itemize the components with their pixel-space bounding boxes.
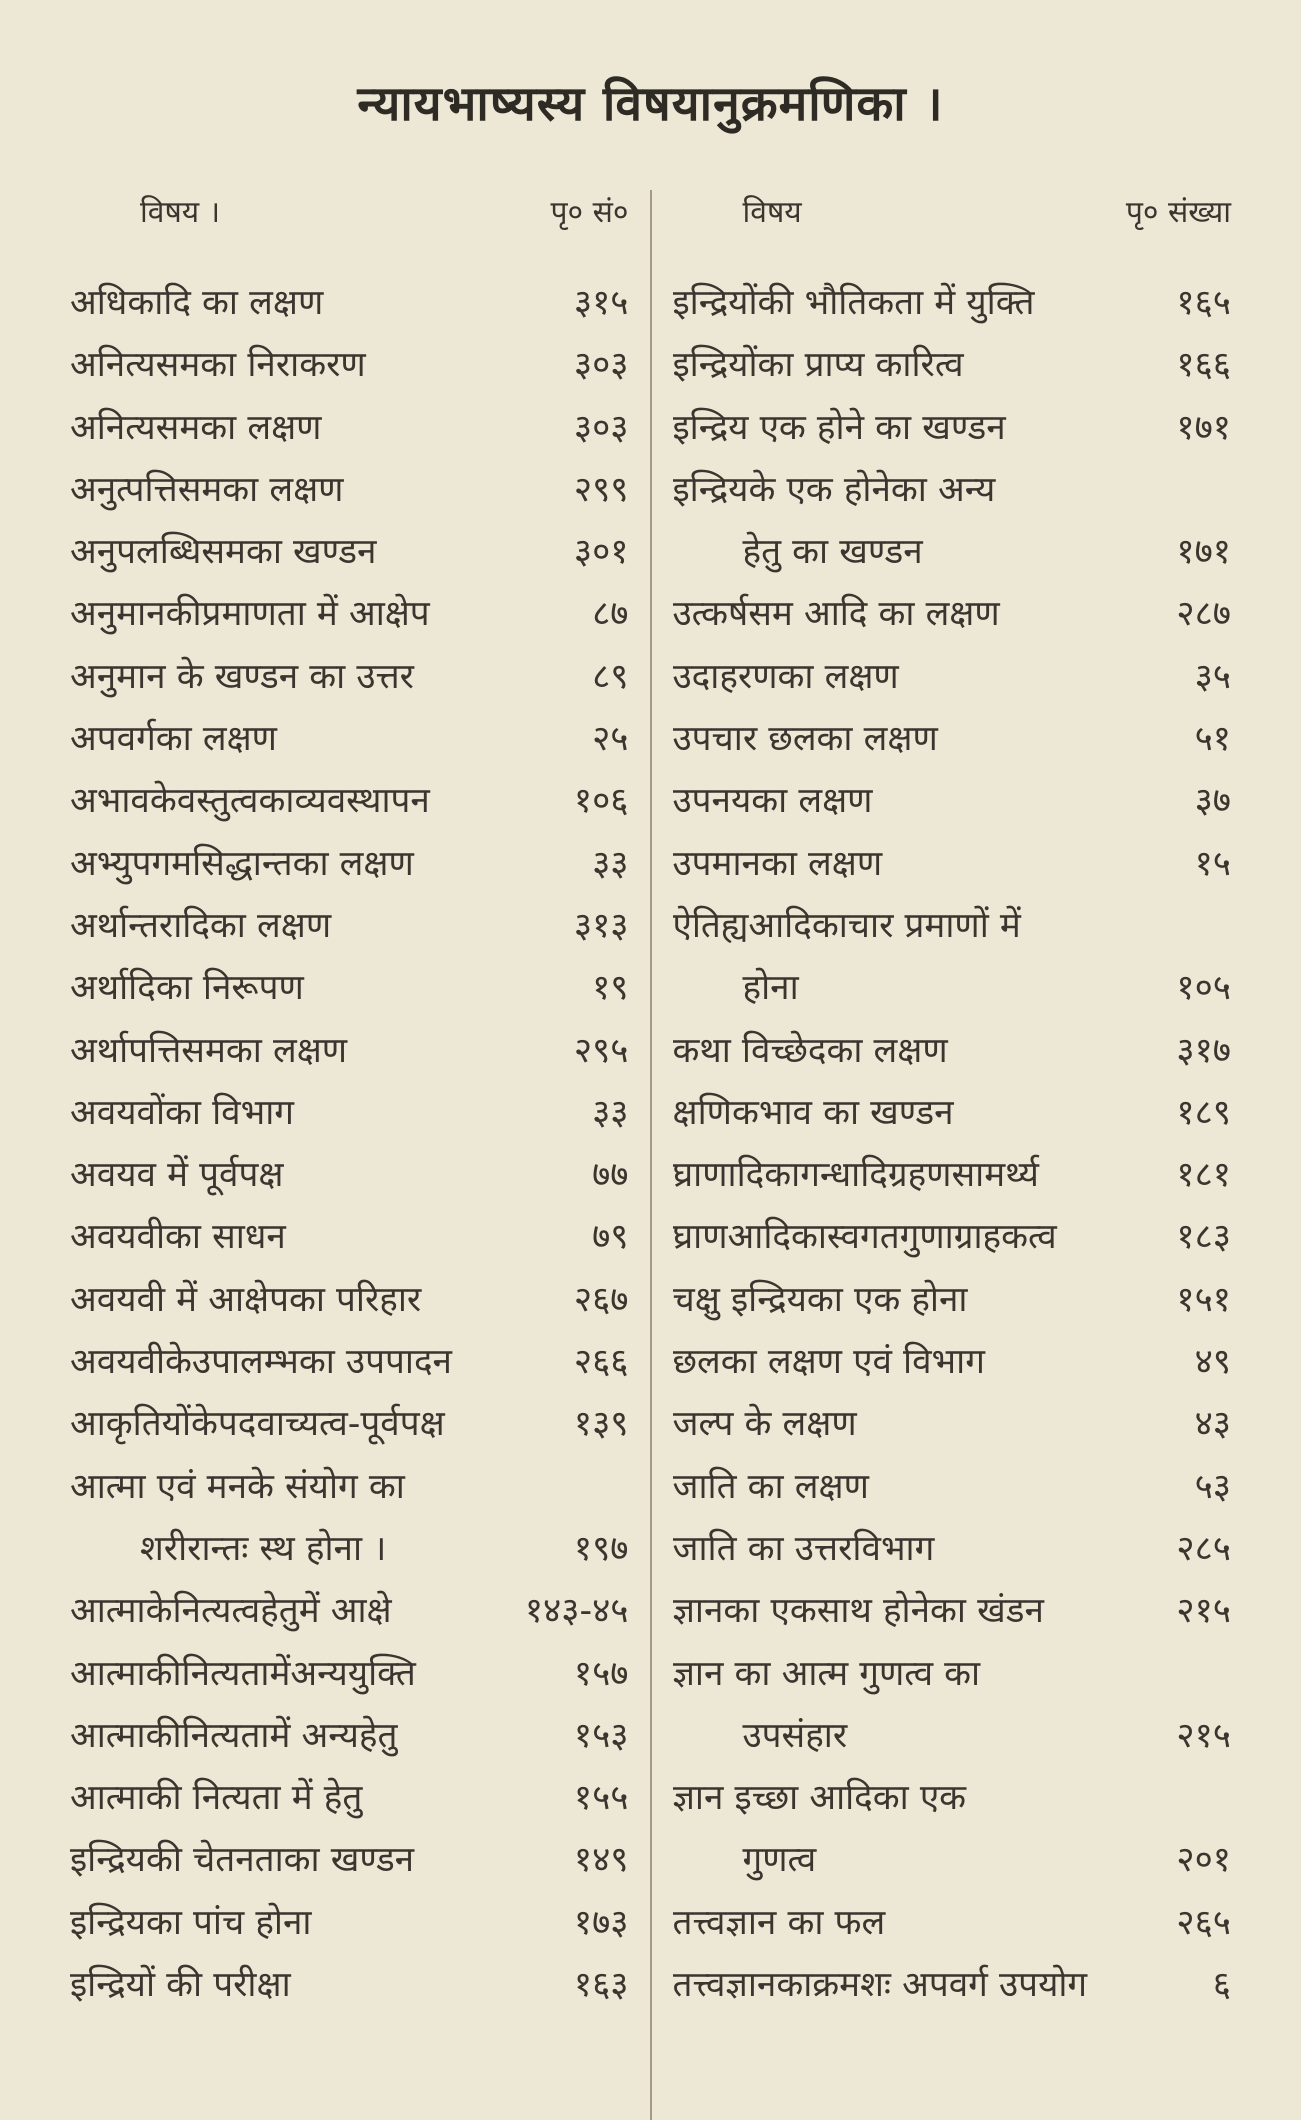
entry-subject: हेतु का खण्डन bbox=[742, 532, 923, 573]
entry-page-number: १७१ bbox=[1176, 532, 1231, 573]
entry-subject: होना bbox=[742, 968, 799, 1009]
entry-subject: इन्द्रियका पांच होना bbox=[70, 1902, 312, 1943]
entry-subject: इन्द्रियोंका प्राप्य कारित्व bbox=[672, 345, 964, 386]
entry-subject: उदाहरणका लक्षण bbox=[672, 656, 899, 697]
entry-subject: आत्माकी नित्यता में हेतु bbox=[70, 1778, 363, 1819]
entry-page-number: ३१७ bbox=[1176, 1030, 1231, 1071]
entry-subject: अनुमानकीप्रमाणता में आक्षेप bbox=[70, 594, 430, 635]
index-entry bbox=[70, 1518, 629, 1580]
entry-page-number: ६ bbox=[1212, 1965, 1231, 2006]
index-entry bbox=[673, 957, 1232, 1019]
entry-subject: अवयवीकेउपालम्भका उपपादन bbox=[70, 1342, 452, 1383]
entry-subject: आत्मा एवं मनके संयोग का bbox=[70, 1466, 405, 1507]
entry-subject: अपवर्गका लक्षण bbox=[70, 719, 277, 760]
index-entry bbox=[70, 1892, 629, 1954]
entry-subject: उपचार छलका लक्षण bbox=[672, 719, 938, 760]
entry-page-number: १६३ bbox=[573, 1965, 629, 2006]
column-divider bbox=[650, 190, 652, 2120]
entry-page-number: २८७ bbox=[1176, 594, 1231, 635]
index-entry bbox=[70, 1269, 629, 1331]
left-column bbox=[70, 190, 647, 2016]
entry-page-number: १५ bbox=[1194, 843, 1231, 884]
index-entry bbox=[70, 833, 629, 895]
entry-page-number: १४९ bbox=[573, 1840, 629, 1881]
index-entry bbox=[673, 1767, 1232, 1829]
index-entry bbox=[70, 646, 629, 708]
index-entry bbox=[673, 1643, 1232, 1705]
index-entry bbox=[673, 334, 1232, 396]
entry-subject: उपसंहार bbox=[742, 1715, 848, 1756]
entry-page-number: २६५ bbox=[1176, 1902, 1231, 1943]
entry-subject: उपनयका लक्षण bbox=[672, 781, 873, 822]
entry-subject: अभावकेवस्तुत्वकाव्यवस्थापन bbox=[70, 781, 430, 822]
entry-page-number: ३०१ bbox=[573, 532, 629, 573]
entry-subject: इन्द्रियोंकी भौतिकता में युक्ति bbox=[672, 283, 1035, 323]
entry-subject: गुणत्व bbox=[742, 1840, 817, 1881]
entry-subject: इन्द्रियकी चेतनताका खण्डन bbox=[70, 1840, 415, 1881]
entry-subject: उपमानका लक्षण bbox=[672, 843, 883, 884]
index-entry bbox=[673, 1393, 1232, 1455]
entry-page-number: ४९ bbox=[1194, 1342, 1231, 1383]
index-entry bbox=[673, 1518, 1232, 1580]
entry-subject: तत्त्वज्ञानकाक्रमशः अपवर्ग उपयोग bbox=[672, 1965, 1088, 2006]
index-entry bbox=[70, 1393, 629, 1455]
index-entry bbox=[673, 1954, 1232, 2016]
entry-page-number: १८१ bbox=[1176, 1155, 1231, 1196]
entry-page-number: २९९ bbox=[573, 469, 629, 510]
entry-subject: ज्ञान का आत्म गुणत्व का bbox=[672, 1653, 981, 1694]
index-entry bbox=[70, 1020, 629, 1082]
entry-subject: अर्थान्तरादिका लक्षण bbox=[70, 905, 332, 946]
index-entry bbox=[70, 521, 629, 583]
index-entry bbox=[70, 583, 629, 645]
entry-subject: घ्राणादिकागन्धादिग्रहणसामर्थ्य bbox=[672, 1155, 1039, 1196]
page-number-header: पृ० संख्या bbox=[1125, 195, 1231, 230]
entry-page-number: ५३ bbox=[1194, 1466, 1231, 1507]
index-entry bbox=[70, 1954, 629, 2016]
index-entry bbox=[70, 1705, 629, 1767]
entry-subject: जल्प के लक्षण bbox=[672, 1404, 857, 1445]
entry-page-number: ३५ bbox=[1194, 656, 1231, 697]
entry-page-number: १०६ bbox=[573, 781, 629, 822]
entry-subject: अनित्यसमका लक्षण bbox=[70, 407, 322, 448]
entry-subject: आत्माकीनित्यतामें अन्यहेतु bbox=[70, 1715, 398, 1756]
entry-subject: अवयवीका साधन bbox=[70, 1217, 286, 1258]
index-entry bbox=[70, 459, 629, 521]
entry-subject: अधिकादि का लक्षण bbox=[70, 283, 324, 323]
entry-page-number: ३१३ bbox=[573, 905, 629, 946]
entry-page-number: १५७ bbox=[573, 1653, 629, 1694]
index-entry bbox=[673, 521, 1232, 583]
entry-subject: क्षणिकभाव का खण्डन bbox=[672, 1092, 954, 1133]
index-entry bbox=[673, 646, 1232, 708]
index-entry bbox=[673, 1020, 1232, 1082]
index-entry bbox=[70, 1331, 629, 1393]
entry-subject: ज्ञानका एकसाथ होनेका खंडन bbox=[672, 1591, 1044, 1632]
entry-subject: जाति का उत्तरविभाग bbox=[672, 1528, 935, 1569]
entry-subject: अनित्यसमका निराकरण bbox=[70, 345, 366, 386]
index-entry bbox=[70, 957, 629, 1019]
index-entry bbox=[673, 272, 1232, 334]
right-entries bbox=[673, 272, 1232, 2016]
index-entry bbox=[70, 272, 629, 334]
right-column bbox=[647, 190, 1232, 2016]
index-entry bbox=[673, 459, 1232, 521]
index-entry bbox=[70, 1829, 629, 1891]
entry-subject: तत्त्वज्ञान का फल bbox=[672, 1902, 886, 1943]
entry-subject: इन्द्रिय एक होने का खण्डन bbox=[672, 407, 1006, 448]
entry-page-number: १८९ bbox=[1176, 1092, 1231, 1133]
entry-subject: छलका लक्षण एवं विभाग bbox=[672, 1342, 985, 1383]
entry-subject: अवयव में पूर्वपक्ष bbox=[70, 1155, 284, 1196]
index-entry bbox=[673, 1580, 1232, 1642]
index-entry bbox=[673, 1082, 1232, 1144]
index-entry bbox=[70, 334, 629, 396]
entry-page-number: १७३ bbox=[573, 1902, 629, 1943]
entry-page-number: ७७ bbox=[592, 1155, 629, 1196]
index-entry bbox=[673, 1331, 1232, 1393]
index-entry bbox=[673, 583, 1232, 645]
index-entry bbox=[673, 1705, 1232, 1767]
entry-page-number: १९७ bbox=[573, 1528, 629, 1569]
entry-page-number: ४३ bbox=[1194, 1404, 1231, 1445]
entry-page-number: ३०३ bbox=[573, 407, 629, 448]
index-entry bbox=[70, 397, 629, 459]
entry-page-number: १५३ bbox=[573, 1715, 629, 1756]
entry-page-number: ७९ bbox=[592, 1217, 629, 1258]
entry-page-number: १८३ bbox=[1176, 1217, 1231, 1258]
index-entry bbox=[673, 397, 1232, 459]
entry-subject: इन्द्रियों की परीक्षा bbox=[70, 1965, 291, 2006]
page-title: न्यायभाष्यस्य विषयानुक्रमणिका । bbox=[357, 76, 944, 132]
entry-subject: ऐतिह्यआदिकाचार प्रमाणों में bbox=[672, 905, 1021, 946]
entry-subject: आत्माकीनित्यतामेंअन्ययुक्ति bbox=[70, 1653, 416, 1694]
entry-page-number: १६५ bbox=[1176, 283, 1231, 323]
index-entry bbox=[70, 708, 629, 770]
index-entry bbox=[673, 1892, 1232, 1954]
index-entry bbox=[673, 895, 1232, 957]
index-entry bbox=[673, 1144, 1232, 1206]
entry-page-number: ८९ bbox=[592, 656, 629, 697]
index-entry bbox=[673, 1269, 1232, 1331]
entry-page-number: १६६ bbox=[1176, 345, 1231, 386]
entry-page-number: २६७ bbox=[573, 1279, 629, 1320]
index-entry bbox=[673, 833, 1232, 895]
entry-page-number: ३७ bbox=[1194, 781, 1231, 822]
subject-header: विषय । bbox=[140, 195, 221, 230]
entry-subject: आकृतियोंकेपदवाच्यत्व-पूर्वपक्ष bbox=[70, 1404, 445, 1445]
index-entry bbox=[70, 1082, 629, 1144]
entry-subject: ज्ञान इच्छा आदिका एक bbox=[672, 1778, 967, 1819]
index-entry bbox=[70, 1144, 629, 1206]
entry-subject: शरीरान्तः स्थ होना । bbox=[140, 1528, 387, 1569]
entry-page-number: ३१५ bbox=[573, 283, 629, 323]
entry-subject: अनुमान के खण्डन का उत्तर bbox=[70, 656, 414, 697]
entry-page-number: २९५ bbox=[573, 1030, 629, 1071]
entry-subject: चक्षु इन्द्रियका एक होना bbox=[672, 1279, 968, 1320]
entry-subject: अवयवोंका विभाग bbox=[70, 1092, 294, 1133]
index-entry bbox=[673, 770, 1232, 832]
entry-page-number: १५५ bbox=[573, 1778, 629, 1819]
index-entry bbox=[70, 1643, 629, 1705]
right-column-header bbox=[673, 190, 1232, 250]
index-entry bbox=[673, 1206, 1232, 1268]
index-entry bbox=[70, 1767, 629, 1829]
entry-subject: अर्थादिका निरूपण bbox=[70, 968, 304, 1009]
index-entry bbox=[70, 1580, 629, 1642]
entry-page-number: १०५ bbox=[1176, 968, 1231, 1009]
entry-subject: अनुत्पत्तिसमका लक्षण bbox=[70, 469, 344, 510]
subject-header: विषय bbox=[742, 195, 802, 230]
entry-page-number: १४३-४५ bbox=[524, 1591, 629, 1632]
index-entry bbox=[673, 708, 1232, 770]
entry-subject: कथा विच्छेदका लक्षण bbox=[672, 1030, 948, 1071]
index-entry bbox=[70, 1456, 629, 1518]
entry-page-number: ३३ bbox=[592, 843, 629, 884]
entry-page-number: २८५ bbox=[1176, 1528, 1231, 1569]
index-columns bbox=[70, 190, 1231, 2016]
entry-page-number: १५१ bbox=[1176, 1279, 1231, 1320]
entry-subject: अनुपलब्धिसमका खण्डन bbox=[70, 532, 377, 573]
entry-subject: आत्माकेनित्यत्वहेतुमें आक्षे bbox=[70, 1591, 392, 1632]
entry-page-number: १९ bbox=[592, 968, 629, 1009]
entry-subject: इन्द्रियके एक होनेका अन्य bbox=[672, 469, 996, 510]
index-entry bbox=[673, 1829, 1232, 1891]
index-entry bbox=[70, 1206, 629, 1268]
index-entry bbox=[70, 770, 629, 832]
entry-page-number: २१५ bbox=[1176, 1591, 1231, 1632]
entry-subject: अभ्युपगमसिद्धान्तका लक्षण bbox=[70, 843, 414, 884]
entry-page-number: ८७ bbox=[592, 594, 629, 635]
entry-page-number: १७१ bbox=[1176, 407, 1231, 448]
page-number-header: पृ० सं० bbox=[550, 195, 629, 230]
entry-page-number: ३०३ bbox=[573, 345, 629, 386]
index-entry bbox=[70, 895, 629, 957]
entry-subject: उत्कर्षसम आदि का लक्षण bbox=[672, 594, 1000, 635]
index-entry bbox=[673, 1456, 1232, 1518]
entry-page-number: २५ bbox=[592, 719, 629, 760]
entry-page-number: २६६ bbox=[573, 1342, 629, 1383]
entry-subject: घ्राणआदिकास्वगतगुणाग्राहकत्व bbox=[672, 1217, 1057, 1258]
left-column-header bbox=[70, 190, 629, 250]
entry-subject: जाति का लक्षण bbox=[672, 1466, 869, 1507]
entry-page-number: २१५ bbox=[1176, 1715, 1231, 1756]
entry-subject: अवयवी में आक्षेपका परिहार bbox=[70, 1279, 422, 1320]
entry-page-number: २०१ bbox=[1176, 1840, 1231, 1881]
entry-subject: अर्थापत्तिसमका लक्षण bbox=[70, 1030, 348, 1071]
entry-page-number: १३९ bbox=[573, 1404, 629, 1445]
entry-page-number: ३३ bbox=[592, 1092, 629, 1133]
left-entries bbox=[70, 272, 629, 2016]
entry-page-number: ५१ bbox=[1194, 719, 1231, 760]
